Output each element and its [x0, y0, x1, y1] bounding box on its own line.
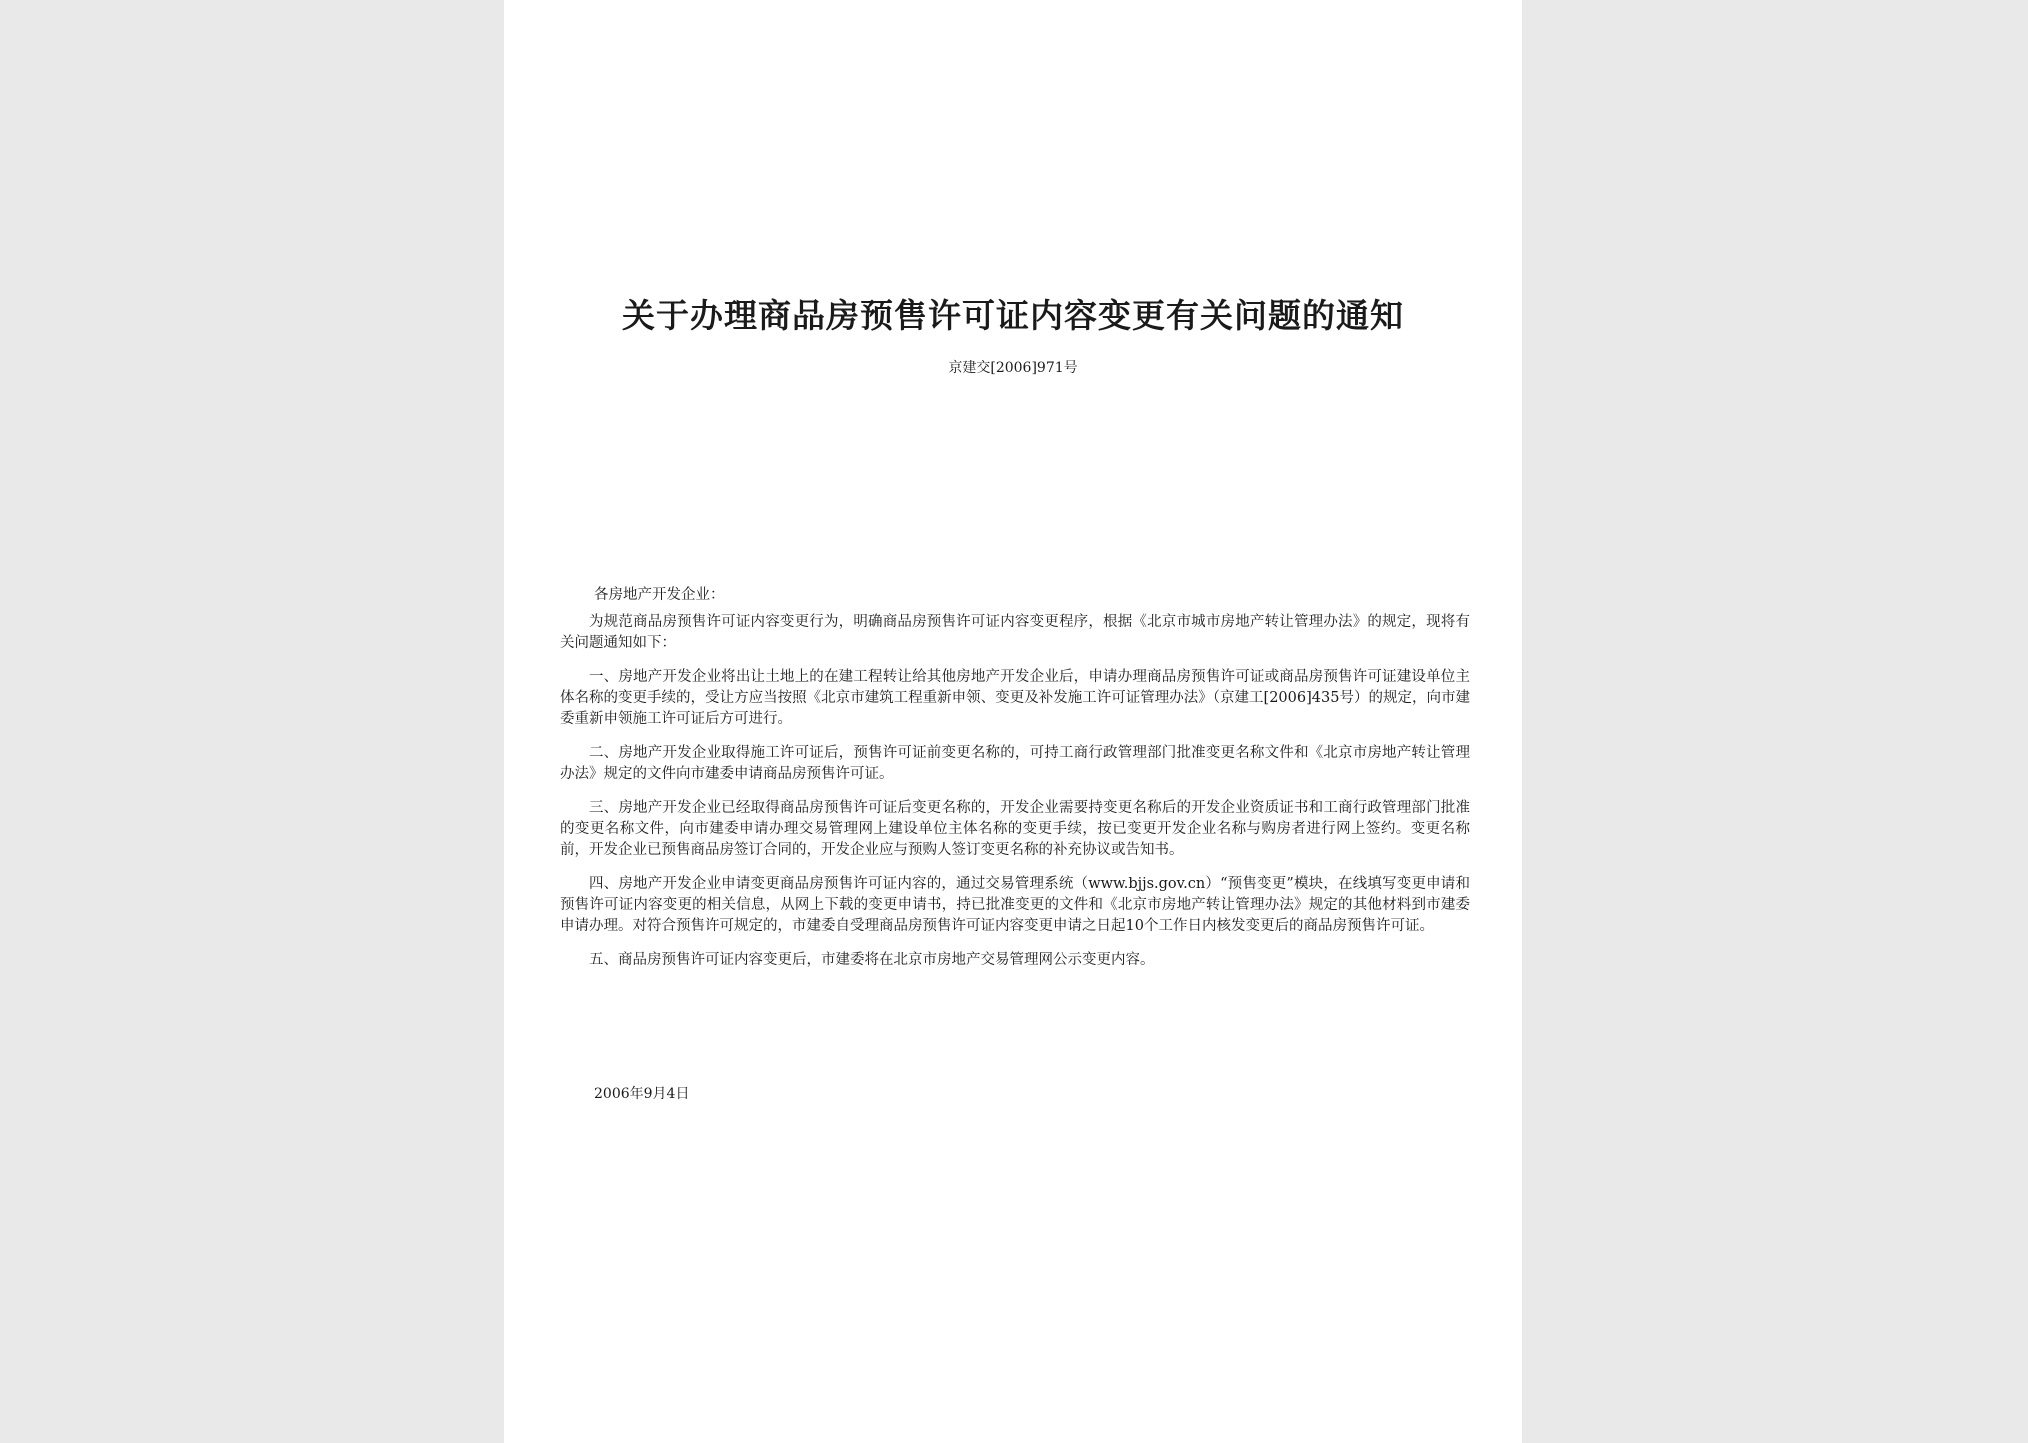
paragraph-2: 二、房地产开发企业取得施工许可证后，预售许可证前变更名称的，可持工商行政管理部门批准变更名称文件和《北京市房地产转让管理办法》规定的文件向市建委申请商品房预售许可证。 [560, 745, 1470, 782]
paragraph-5: 五、商品房预售许可证内容变更后，市建委将在北京市房地产交易管理网公示变更内容。 [589, 952, 1155, 968]
paragraph-4: 四、房地产开发企业申请变更商品房预售许可证内容的，通过交易管理系统（www.bjjs.gov.cn）“预售变更”模块，在线填写变更申请和预售许可证内容变更的相关信息，从网上下载的变更申请书，持已批准变更的文件和《北京市房地产转让管理办法》规定的其他材料到市建委申请办理。对符合预售许可规定的，市建委自受理商品房预售许可证内容变更申请之日起10个工作日内核发变更后的商品房预售许可证。 [560, 876, 1470, 934]
document-body [560, 612, 1470, 984]
paragraph-1: 一、房地产开发企业将出让土地上的在建工程转让给其他房地产开发企业后，申请办理商品房预售许可证或商品房预售许可证建设单位主体名称的变更手续的，受让方应当按照《北京市建筑工程重新申领、变更及补发施工许可证管理办法》（京建工[2006]435号）的规定，向市建委重新申领施工许可证后方可进行。 [560, 669, 1470, 727]
issue-date: 2006年9月4日 [594, 1086, 690, 1102]
document-number: 京建交[2006]971号 [948, 360, 1078, 376]
document-title: 关于办理商品房预售许可证内容变更有关问题的通知 [622, 296, 1404, 335]
paragraph-intro: 为规范商品房预售许可证内容变更行为，明确商品房预售许可证内容变更程序，根据《北京市城市房地产转让管理办法》的规定，现将有关问题通知如下： [560, 614, 1470, 651]
paragraph-3: 三、房地产开发企业已经取得商品房预售许可证后变更名称的，开发企业需要持变更名称后的开发企业资质证书和工商行政管理部门批准的变更名称文件，向市建委申请办理交易管理网上建设单位主体名称的变更手续，按已变更开发企业名称与购房者进行网上签约。变更名称前，开发企业已预售商品房签订合同的，开发企业应与预购人签订变更名称的补充协议或告知书。 [560, 800, 1470, 858]
salutation: 各房地产开发企业： [594, 587, 725, 603]
document-page [504, 0, 1522, 1443]
